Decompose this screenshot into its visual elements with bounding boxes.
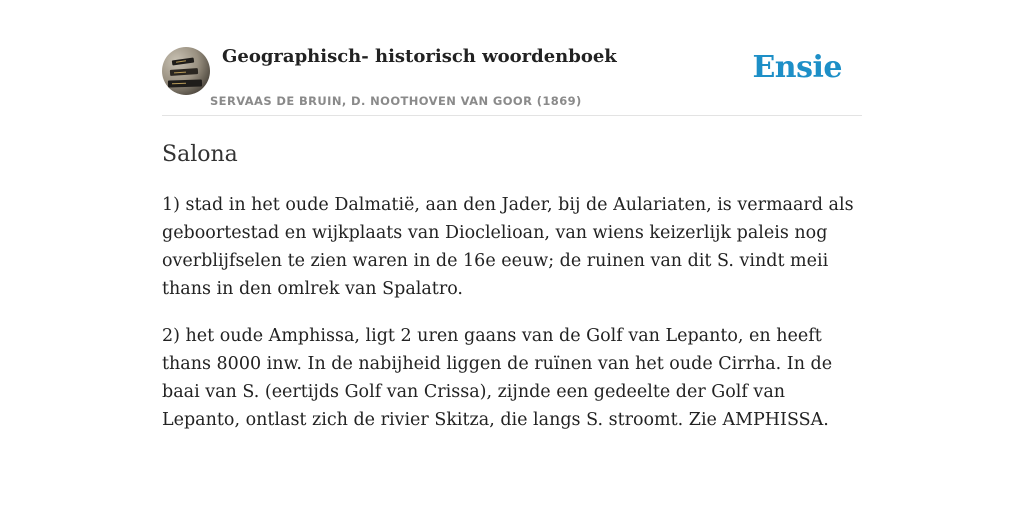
page-container	[162, 0, 862, 434]
entry-title: Salona	[162, 142, 238, 167]
ensie-logo-link[interactable]: Ensie	[752, 50, 842, 85]
book-authors: SERVAAS DE BRUIN, D. NOOTHOVEN VAN GOOR (1869)	[210, 94, 582, 108]
book-cover-avatar[interactable]	[162, 47, 210, 95]
definition-paragraph: 1) stad in het oude Dalmatië, aan den Jader, bij de Aulariaten, is vermaard als geboortestad en wijkplaats van Dioclelioan, van wiens keizerlijk paleis nog overblijfselen te zien waren in de 16e eeuw; de ruinen van dit S. vindt meii thans in den omlrek van Spalatro.	[162, 195, 854, 299]
definition-paragraph: 2) het oude Amphissa, ligt 2 uren gaans van de Golf van Lepanto, en heeft thans 8000 inw. In de nabijheid liggen de ruïnen van het oude Cirrha. In de baai van S. (eertijds Golf van Crissa), zijnde een gedeelte der Golf van Lepanto, ontlast zich de rivier Skitza, die langs S. stroomt. Zie AMPHISSA.	[162, 326, 833, 430]
book-header	[162, 0, 862, 116]
book-title[interactable]: Geographisch- historisch woordenboek	[222, 46, 617, 67]
